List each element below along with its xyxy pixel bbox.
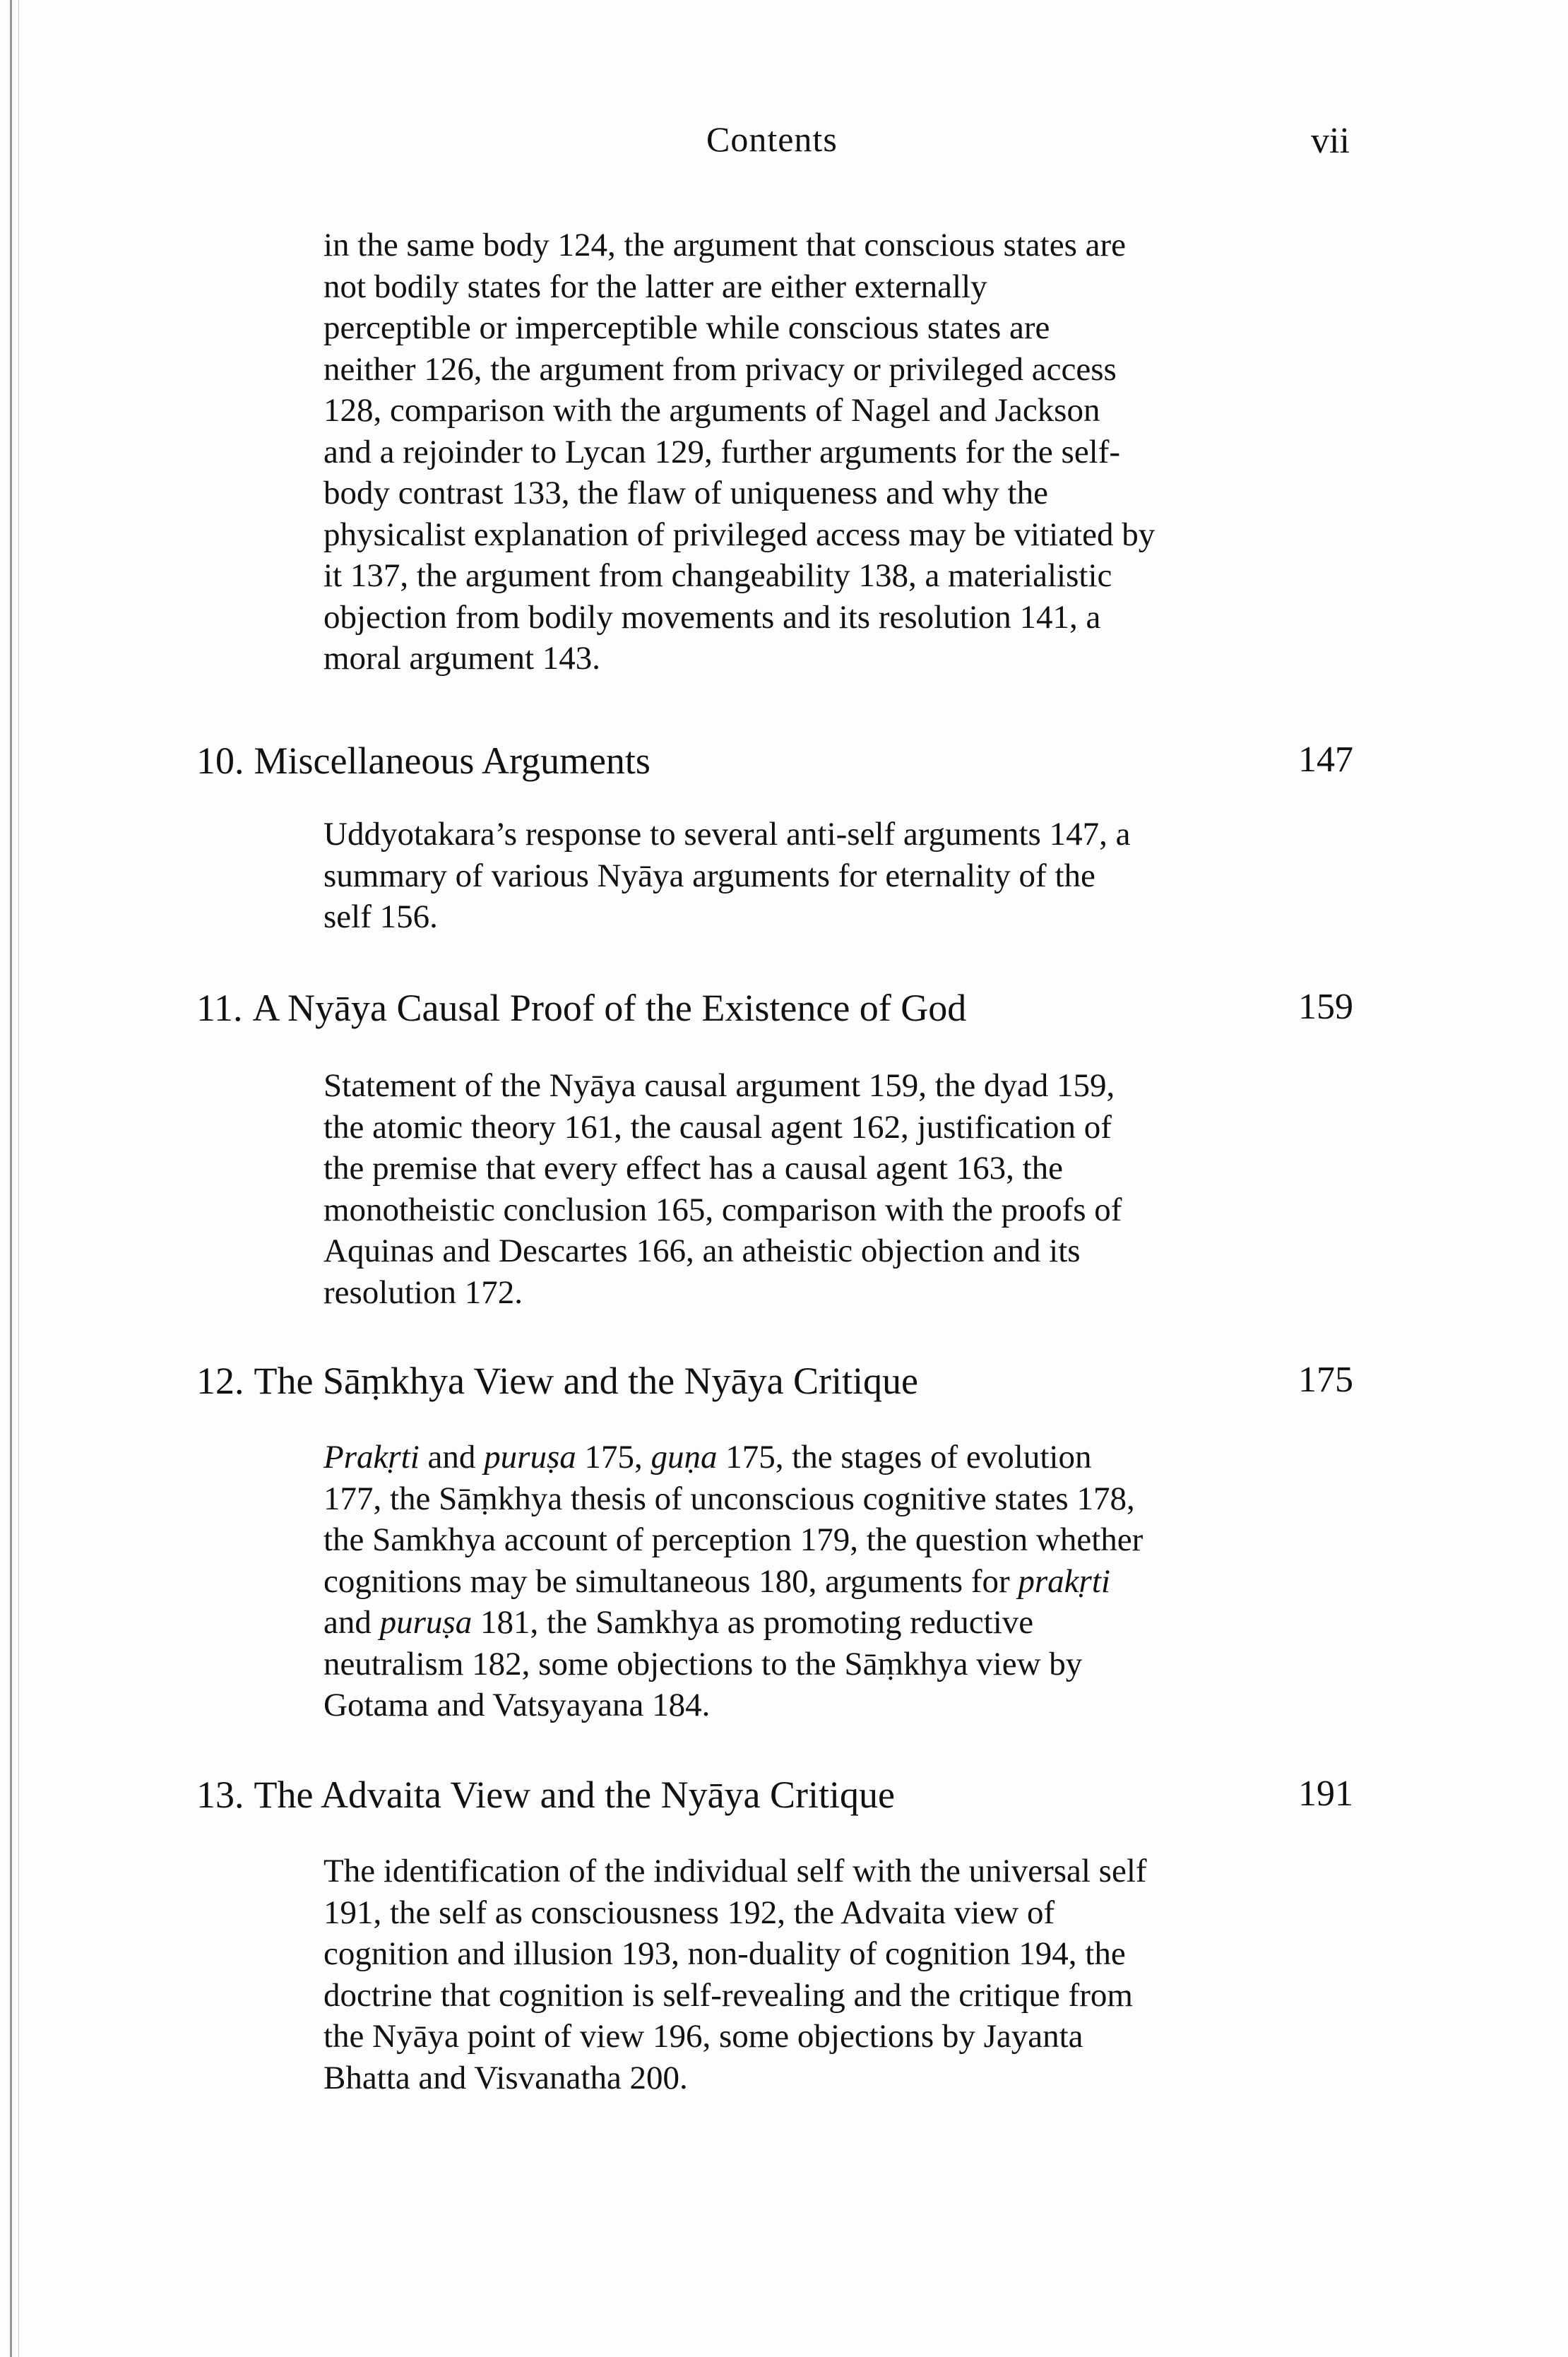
summary-line: 191, the self as consciousness 192, the Advaita view of: [323, 1894, 1055, 1931]
chapter-title: The Advaita View and the Nyāya Critique: [254, 1774, 896, 1816]
summary-line: physicalist explanation of privileged access may be vitiated by: [323, 516, 1156, 553]
chapter-number: 12.: [196, 1360, 244, 1402]
summary-line: moral argument 143.: [323, 640, 601, 677]
text-run: 175, the stages of evolution: [717, 1439, 1092, 1476]
chapter-number: 13.: [196, 1774, 244, 1816]
chapter-9-summary-continued: [323, 225, 1284, 679]
text-run: 177, the Sāṃkhya thesis of unconscious cognitive states 178,: [323, 1480, 1135, 1517]
chapter-11-heading: [196, 986, 1355, 1035]
chapter-title: The Sāṃkhya View and the Nyāya Critique: [254, 1360, 919, 1402]
text-run: cognitions may be simultaneous 180, arguments for: [323, 1562, 1018, 1600]
page-number: vii: [1311, 121, 1350, 161]
text-run: 175,: [576, 1439, 651, 1476]
summary-line: Bhatta and Visvanatha 200.: [323, 2059, 688, 2096]
summary-line: Aquinas and Descartes 166, an atheistic objection and its: [323, 1233, 1081, 1269]
chapter-title: Miscellaneous Arguments: [254, 740, 651, 782]
text-run: 181, the Samkhya as promoting reductive: [472, 1604, 1034, 1641]
summary-line: body contrast 133, the flaw of uniqueness and why the: [323, 475, 1048, 511]
summary-line: [323, 1437, 1284, 1478]
binding-edge: [10, 0, 12, 2357]
summary-line: 128, comparison with the arguments of Nagel and Jackson: [323, 392, 1100, 429]
summary-line: in the same body 124, the argument that conscious states are: [323, 227, 1126, 263]
summary-line: The identification of the individual self with the universal self: [323, 1853, 1147, 1889]
summary-line: [323, 1478, 1284, 1520]
chapter-number: 11.: [196, 987, 243, 1029]
summary-line: it 137, the argument from changeability 138, a materialistic: [323, 557, 1112, 594]
chapter-13-heading: [196, 1773, 1355, 1822]
summary-line: not bodily states for the latter are either externally: [323, 268, 987, 305]
summary-line: [323, 1561, 1284, 1603]
chapter-page: 191: [1298, 1774, 1353, 1814]
running-head-title: Contents: [706, 119, 838, 159]
summary-line: monotheistic conclusion 165, comparison with the proofs of: [323, 1191, 1122, 1228]
text-run: and: [323, 1604, 380, 1641]
text-run: the Samkhya account of perception 179, the question whether: [323, 1521, 1144, 1558]
chapter-12-summary: [323, 1437, 1284, 1726]
italic-term: puruṣa: [484, 1439, 576, 1476]
summary-line: self 156.: [323, 898, 438, 935]
italic-term: Prakṛti: [323, 1439, 420, 1476]
chapter-13-summary: [323, 1851, 1284, 2098]
chapter-number: 10.: [196, 740, 244, 782]
summary-line: doctrine that cognition is self-revealing and the critique from: [323, 1976, 1133, 2014]
chapter-10-summary: [323, 814, 1284, 938]
italic-term: guṇa: [651, 1439, 718, 1476]
text-run: and: [419, 1439, 485, 1476]
summary-line: [323, 1644, 1284, 1685]
chapter-page: 175: [1298, 1360, 1353, 1400]
text-run: neutralism 182, some objections to the Sāṃkhya view by: [323, 1645, 1083, 1682]
chapter-title: A Nyāya Causal Proof of the Existence of God: [252, 987, 967, 1029]
chapter-12-heading: [196, 1359, 1355, 1408]
summary-line: perceptible or imperceptible while conscious states are: [323, 309, 1050, 346]
binding-edge-shadow: [18, 0, 19, 2357]
summary-line: neither 126, the argument from privacy or privileged access: [323, 350, 1117, 388]
summary-line: the Nyāya point of view 196, some objections by Jayanta: [323, 2018, 1083, 2055]
chapter-page: 159: [1298, 987, 1353, 1027]
summary-line: and a rejoinder to Lycan 129, further arguments for the self-: [323, 433, 1121, 470]
summary-line: the premise that every effect has a causal agent 163, the: [323, 1150, 1064, 1187]
chapter-page: 147: [1298, 740, 1353, 780]
summary-line: Uddyotakara’s response to several anti-self arguments 147, a: [323, 816, 1131, 853]
summary-line: Statement of the Nyāya causal argument 159, the dyad 159,: [323, 1067, 1115, 1104]
summary-line: cognition and illusion 193, non-duality of cognition 194, the: [323, 1935, 1126, 1972]
summary-line: [323, 1519, 1284, 1561]
italic-term: prakṛti: [1018, 1562, 1110, 1600]
summary-line: [323, 1602, 1284, 1644]
text-run: Gotama and Vatsyayana 184.: [323, 1687, 711, 1723]
summary-line: summary of various Nyāya arguments for eternality of the: [323, 857, 1095, 894]
chapter-10-heading: [196, 739, 1355, 788]
summary-line: objection from bodily movements and its resolution 141, a: [323, 598, 1101, 636]
chapter-11-summary: [323, 1065, 1284, 1313]
running-head: [0, 119, 1568, 168]
summary-line: [323, 1685, 1284, 1726]
summary-line: resolution 172.: [323, 1274, 523, 1311]
italic-term: puruṣa: [379, 1604, 473, 1641]
summary-line: the atomic theory 161, the causal agent 162, justification of: [323, 1108, 1112, 1146]
